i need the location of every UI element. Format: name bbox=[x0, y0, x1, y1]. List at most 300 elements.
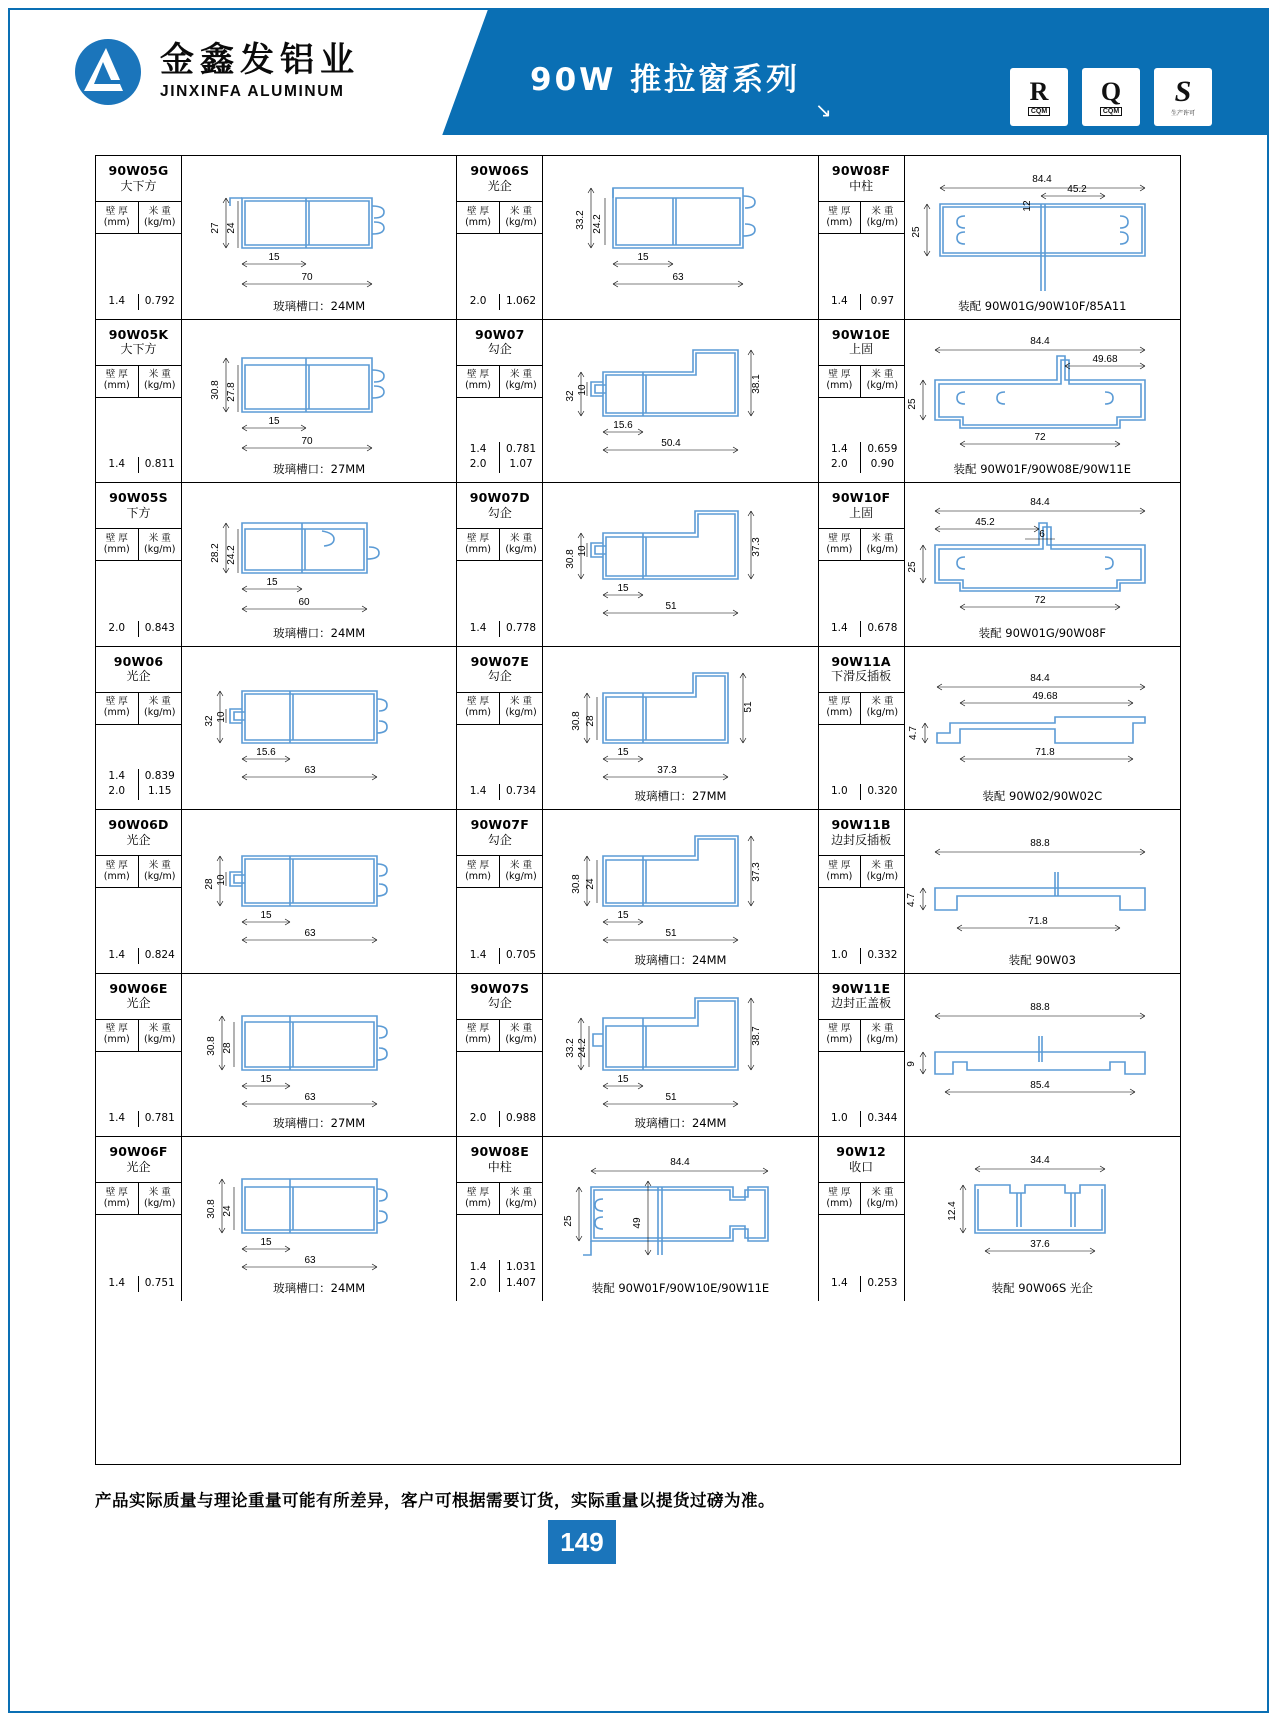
weight-unit: (kg/m) bbox=[866, 1197, 899, 1209]
weight-unit: (kg/m) bbox=[866, 1034, 899, 1045]
meta-values bbox=[96, 725, 181, 810]
profile-code: 90W08F bbox=[831, 163, 891, 179]
profile-code: 90W10E bbox=[831, 326, 891, 342]
dim-height-2: 28 bbox=[585, 714, 597, 727]
thickness-header: 壁 厚 bbox=[467, 369, 490, 381]
meta-header bbox=[96, 529, 181, 561]
weight-value: 0.988 bbox=[506, 1112, 537, 1125]
profile-code: 90W06D bbox=[108, 817, 169, 833]
weight-unit: (kg/m) bbox=[144, 216, 176, 228]
weight-header: 米 重 bbox=[510, 1023, 533, 1035]
thickness-value: 1.4 bbox=[108, 1276, 126, 1289]
dim-height-2: 49 bbox=[632, 1217, 644, 1229]
dim-width: 88.8 bbox=[1029, 1001, 1050, 1013]
dim-width: 84.4 bbox=[670, 1157, 691, 1168]
meta-values bbox=[457, 1052, 542, 1137]
cert-badge-q bbox=[1082, 68, 1140, 126]
meta-values bbox=[819, 561, 904, 646]
thickness-value: 1.4 bbox=[108, 294, 126, 307]
figure-note: 装配 90W01F/90W08E/90W11E bbox=[953, 462, 1132, 476]
dim-height-1: 28 bbox=[204, 878, 215, 890]
dim-height-1: 32 bbox=[565, 389, 577, 402]
dim-width: 51 bbox=[665, 1091, 677, 1103]
profile-code-block bbox=[457, 320, 542, 366]
weight-unit: (kg/m) bbox=[505, 543, 537, 555]
dim-inner: 15 bbox=[268, 252, 280, 263]
profile-figure bbox=[905, 1137, 1180, 1301]
thickness-header: 壁 厚 bbox=[828, 205, 851, 217]
profile-cell-90W07 bbox=[457, 320, 818, 483]
thickness-unit: (mm) bbox=[103, 1034, 130, 1045]
weight-value: 0.320 bbox=[867, 785, 898, 798]
profile-name: 中柱 bbox=[487, 1159, 512, 1174]
dim-width: 84.4 bbox=[1031, 174, 1052, 185]
figure-note: 装配 90W02/90W02C bbox=[982, 789, 1103, 803]
dim-a: 45.2 bbox=[974, 517, 995, 528]
weight-header: 米 重 bbox=[148, 532, 171, 544]
thickness-unit: (mm) bbox=[465, 870, 491, 882]
table-row bbox=[96, 483, 1180, 647]
thickness-header: 壁 厚 bbox=[467, 696, 490, 708]
profile-code-block bbox=[96, 1137, 181, 1183]
thickness-unit: (mm) bbox=[103, 870, 130, 882]
table-row bbox=[96, 320, 1180, 484]
thickness-value: 2.0 bbox=[108, 621, 126, 634]
cert-badge-r bbox=[1010, 68, 1068, 126]
dim-inner: 15 bbox=[260, 1237, 272, 1248]
profile-meta bbox=[819, 647, 905, 810]
figure-note: 玻璃槽口：24MM bbox=[273, 625, 366, 640]
thickness-header: 壁 厚 bbox=[828, 1186, 851, 1198]
weight-value: 0.705 bbox=[506, 948, 537, 961]
thickness-value: 1.0 bbox=[830, 948, 848, 961]
profile-code: 90W05S bbox=[109, 490, 168, 506]
dim-inner: 15 bbox=[260, 910, 272, 921]
weight-unit: (kg/m) bbox=[505, 870, 537, 882]
meta-header bbox=[96, 202, 181, 234]
profile-code-block bbox=[96, 320, 181, 366]
figure-note: 装配 90W01G/90W10F/85A11 bbox=[958, 298, 1127, 313]
figure-note: 玻璃槽口：24MM bbox=[273, 1280, 366, 1295]
profile-figure bbox=[905, 647, 1180, 810]
profile-code-block bbox=[819, 320, 904, 366]
weight-value: 0.678 bbox=[867, 621, 898, 634]
thickness-value: 1.4 bbox=[830, 621, 848, 634]
weight-value: 1.062 bbox=[506, 294, 537, 307]
thickness-unit: (mm) bbox=[826, 1197, 853, 1209]
meta-values bbox=[96, 1052, 181, 1137]
profile-meta bbox=[457, 974, 543, 1137]
weight-unit: (kg/m) bbox=[144, 543, 176, 555]
thickness-header: 壁 厚 bbox=[105, 205, 128, 217]
thickness-header: 壁 厚 bbox=[828, 369, 851, 381]
weight-value: 1.031 bbox=[506, 1261, 537, 1273]
thickness-header: 壁 厚 bbox=[105, 859, 128, 871]
cert-badge-s bbox=[1154, 68, 1212, 126]
thickness-header: 壁 厚 bbox=[105, 369, 128, 381]
thickness-header: 壁 厚 bbox=[105, 696, 128, 708]
profile-figure bbox=[543, 483, 817, 646]
weight-value: 0.659 bbox=[867, 442, 898, 455]
thickness-header: 壁 厚 bbox=[828, 696, 851, 708]
profile-cell-90W07D bbox=[457, 483, 818, 646]
profile-code-block bbox=[457, 483, 542, 529]
thickness-value: 1.0 bbox=[830, 1112, 848, 1125]
dim-width: 34.4 bbox=[1029, 1155, 1050, 1166]
footer-note: 产品实际质量与理论重量可能有所差异，客户可根据需要订货，实际重量以提货过磅为准。 bbox=[95, 1491, 775, 1510]
dim-b: 37.6 bbox=[1029, 1239, 1050, 1250]
thickness-value: 1.0 bbox=[830, 785, 848, 798]
profile-code-block bbox=[819, 483, 904, 529]
thickness-value: 1.4 bbox=[108, 769, 126, 782]
thickness-unit: (mm) bbox=[465, 707, 491, 718]
dim-height-2: 28 bbox=[222, 1041, 233, 1054]
meta-header bbox=[819, 202, 904, 234]
profile-meta bbox=[96, 974, 182, 1137]
weight-header: 米 重 bbox=[148, 696, 171, 708]
profile-figure bbox=[543, 810, 817, 973]
dim-width: 63 bbox=[304, 764, 316, 776]
weight-value: 0.811 bbox=[144, 458, 175, 471]
dim-height-2: 10 bbox=[577, 383, 589, 396]
profile-code-block bbox=[457, 974, 542, 1020]
dim-inner: 15 bbox=[617, 746, 629, 758]
profile-figure bbox=[543, 974, 817, 1137]
dim-width: 37.3 bbox=[657, 764, 678, 776]
dim-height-1: 30.8 bbox=[571, 710, 583, 731]
profile-code-block bbox=[819, 974, 904, 1020]
profile-cell-90W11B bbox=[819, 810, 1180, 973]
weight-header: 米 重 bbox=[871, 1023, 894, 1035]
profile-figure bbox=[182, 320, 456, 483]
profile-code: 90W07 bbox=[475, 326, 525, 342]
meta-header bbox=[96, 856, 181, 888]
dim-height-3: 38.1 bbox=[751, 373, 763, 394]
profile-name: 光企 bbox=[126, 832, 151, 847]
dim-b: 72 bbox=[1034, 431, 1046, 443]
meta-header bbox=[96, 1183, 181, 1215]
profile-meta bbox=[96, 647, 182, 810]
thickness-header: 壁 厚 bbox=[828, 532, 851, 544]
thickness-value: 1.4 bbox=[469, 621, 487, 634]
profile-name: 大下方 bbox=[120, 178, 157, 193]
profile-code: 90W07S bbox=[470, 980, 530, 996]
meta-header bbox=[457, 693, 542, 725]
weight-value: 0.781 bbox=[144, 1112, 175, 1125]
profile-meta bbox=[819, 810, 905, 973]
meta-header bbox=[457, 1020, 542, 1052]
thickness-unit: (mm) bbox=[103, 380, 130, 391]
profile-code: 90W07F bbox=[470, 817, 529, 833]
profile-code: 90W11B bbox=[831, 817, 891, 833]
dim-height-2: 24 bbox=[222, 1205, 233, 1217]
brand-logo bbox=[70, 38, 360, 106]
profile-name: 光企 bbox=[126, 669, 151, 684]
thickness-value: 1.4 bbox=[469, 1261, 487, 1273]
meta-header bbox=[457, 856, 542, 888]
weight-header: 米 重 bbox=[871, 1186, 894, 1198]
dim-height-1: 33.2 bbox=[575, 210, 587, 230]
meta-header bbox=[96, 366, 181, 398]
dim-b: 71.8 bbox=[1027, 916, 1048, 927]
thickness-header: 壁 厚 bbox=[467, 1023, 490, 1035]
profile-figure bbox=[182, 974, 456, 1137]
dim-height-2: 10 bbox=[216, 874, 227, 886]
dim-height-2: 24 bbox=[226, 222, 237, 234]
thickness-header: 壁 厚 bbox=[105, 1023, 128, 1035]
thickness-value-2: 2.0 bbox=[469, 458, 487, 471]
meta-values bbox=[457, 888, 542, 973]
cert-label: 生产许可 bbox=[1170, 111, 1195, 117]
dim-a: 49.68 bbox=[1092, 353, 1118, 365]
weight-unit: (kg/m) bbox=[866, 707, 899, 718]
figure-note: 装配 90W01G/90W08F bbox=[978, 625, 1106, 640]
meta-header bbox=[457, 366, 542, 398]
logo-mark-icon bbox=[70, 38, 146, 106]
weight-value: 0.734 bbox=[506, 785, 537, 798]
dim-height: 4.7 bbox=[907, 725, 919, 740]
weight-value-2: 0.90 bbox=[870, 458, 895, 471]
profile-figure bbox=[905, 483, 1180, 646]
dim-inner: 15 bbox=[637, 252, 649, 263]
cert-glyph: S bbox=[1174, 75, 1192, 108]
profile-cell-90W06E bbox=[96, 974, 457, 1137]
dim-width: 70 bbox=[301, 435, 313, 447]
thickness-unit: (mm) bbox=[826, 216, 853, 228]
dim-width: 63 bbox=[304, 1255, 316, 1266]
cert-label: CQM bbox=[1100, 107, 1122, 116]
weight-value: 0.253 bbox=[867, 1276, 898, 1289]
thickness-unit: (mm) bbox=[826, 870, 853, 882]
weight-unit: (kg/m) bbox=[505, 1034, 537, 1045]
weight-value: 0.839 bbox=[144, 769, 175, 782]
profile-cell-90W07F bbox=[457, 810, 818, 973]
dim-a: 49.68 bbox=[1032, 690, 1058, 702]
weight-unit: (kg/m) bbox=[866, 380, 899, 391]
dim-height: 25 bbox=[906, 397, 918, 410]
thickness-value: 2.0 bbox=[469, 294, 487, 307]
profile-code: 90W07E bbox=[470, 653, 529, 669]
profile-meta bbox=[819, 483, 905, 646]
profile-code-block bbox=[819, 810, 904, 856]
profile-name: 下方 bbox=[126, 505, 151, 520]
meta-values bbox=[819, 398, 904, 483]
profile-cell-90W07E bbox=[457, 647, 818, 810]
dim-height-1: 30.8 bbox=[565, 549, 577, 569]
profile-meta bbox=[457, 320, 543, 483]
profile-code: 90W08E bbox=[470, 1144, 529, 1160]
weight-value: 0.751 bbox=[144, 1276, 175, 1289]
profile-code-block bbox=[96, 156, 181, 202]
dim-height-1: 30.8 bbox=[206, 1199, 217, 1219]
profile-figure bbox=[905, 156, 1180, 319]
weight-header: 米 重 bbox=[148, 1186, 171, 1198]
thickness-value: 1.4 bbox=[108, 948, 126, 961]
dim-height-2: 10 bbox=[216, 710, 227, 723]
weight-header: 米 重 bbox=[510, 859, 533, 871]
dim-width: 84.4 bbox=[1029, 497, 1050, 508]
dim-a: 12 bbox=[1021, 200, 1033, 212]
dim-height: 4.7 bbox=[905, 893, 917, 907]
meta-values bbox=[457, 398, 542, 483]
meta-header bbox=[457, 202, 542, 234]
profile-code-block bbox=[819, 156, 904, 202]
table-row bbox=[96, 1137, 1180, 1301]
profile-code-block bbox=[457, 810, 542, 856]
weight-value: 0.781 bbox=[506, 442, 537, 455]
profile-meta bbox=[819, 974, 905, 1137]
profile-code-block bbox=[96, 483, 181, 529]
weight-header: 米 重 bbox=[871, 205, 894, 217]
dim-height-3: 38.7 bbox=[751, 1025, 763, 1046]
weight-unit: (kg/m) bbox=[144, 870, 176, 882]
meta-header bbox=[457, 529, 542, 561]
dim-width: 51 bbox=[665, 601, 677, 612]
brand-name-en: JINXINFA ALUMINUM bbox=[160, 83, 345, 101]
dim-b: 45.2 bbox=[1066, 184, 1087, 195]
weight-header: 米 重 bbox=[871, 696, 894, 708]
weight-header: 米 重 bbox=[510, 205, 533, 217]
page-header bbox=[10, 10, 1267, 135]
profile-figure bbox=[543, 156, 817, 319]
profile-name: 勾企 bbox=[487, 342, 512, 357]
weight-unit: (kg/m) bbox=[144, 707, 176, 718]
series-title: 90W 推拉窗系列 bbox=[530, 62, 801, 98]
profile-code-block bbox=[96, 974, 181, 1020]
profile-name: 下滑反插板 bbox=[831, 669, 892, 684]
meta-header bbox=[96, 1020, 181, 1052]
profile-meta bbox=[457, 647, 543, 810]
profile-code-block bbox=[457, 1137, 542, 1183]
thickness-value: 1.4 bbox=[108, 1112, 126, 1125]
profile-cell-90W05G bbox=[96, 156, 457, 319]
profile-code-block bbox=[819, 647, 904, 693]
dim-inner: 15.6 bbox=[256, 746, 276, 758]
meta-header bbox=[819, 366, 904, 398]
cert-glyph: R bbox=[1029, 76, 1049, 106]
thickness-header: 壁 厚 bbox=[467, 859, 490, 871]
dim-width: 50.4 bbox=[661, 437, 682, 449]
thickness-value-2: 2.0 bbox=[108, 785, 126, 798]
dim-inner: 15 bbox=[266, 577, 278, 588]
figure-note: 装配 90W06S 光企 bbox=[991, 1280, 1093, 1295]
dim-height-2: 10 bbox=[577, 545, 589, 557]
dim-height-2: 24.2 bbox=[577, 1037, 589, 1058]
dim-c: 72 bbox=[1034, 595, 1046, 606]
profile-meta bbox=[819, 1137, 905, 1301]
profile-name: 光企 bbox=[487, 178, 512, 193]
profile-code: 90W05G bbox=[108, 163, 169, 179]
thickness-unit: (mm) bbox=[103, 543, 130, 555]
dim-inner: 15 bbox=[260, 1073, 272, 1085]
meta-values bbox=[457, 234, 542, 319]
weight-value-2: 1.15 bbox=[148, 785, 172, 798]
meta-header bbox=[819, 693, 904, 725]
meta-values bbox=[457, 1215, 542, 1301]
weight-value-2: 1.407 bbox=[506, 1276, 537, 1289]
thickness-unit: (mm) bbox=[465, 380, 491, 391]
profile-name: 勾企 bbox=[487, 832, 512, 847]
meta-values bbox=[819, 1052, 904, 1137]
profile-code-block bbox=[457, 156, 542, 202]
thickness-unit: (mm) bbox=[465, 543, 491, 555]
weight-value: 0.843 bbox=[144, 621, 175, 634]
thickness-header: 壁 厚 bbox=[105, 532, 128, 544]
dim-width: 88.8 bbox=[1029, 838, 1050, 849]
dim-height-1: 33.2 bbox=[565, 1037, 577, 1058]
dim-width: 63 bbox=[304, 928, 316, 939]
meta-header bbox=[96, 693, 181, 725]
figure-note: 玻璃槽口：24MM bbox=[634, 1116, 727, 1130]
weight-header: 米 重 bbox=[871, 369, 894, 381]
profile-name: 中柱 bbox=[849, 178, 874, 193]
meta-values bbox=[96, 888, 181, 973]
thickness-header: 壁 厚 bbox=[467, 205, 490, 217]
dim-height-2: 24 bbox=[585, 878, 597, 890]
profile-figure bbox=[182, 647, 456, 810]
profile-name: 大下方 bbox=[120, 342, 157, 357]
profile-meta bbox=[96, 1137, 182, 1301]
profile-code: 90W06 bbox=[113, 653, 164, 669]
profile-name: 光企 bbox=[126, 996, 151, 1011]
profile-name: 上固 bbox=[849, 342, 874, 357]
profile-code: 90W12 bbox=[836, 1144, 886, 1160]
profile-cell-90W11E bbox=[819, 974, 1180, 1137]
dim-height-1: 30.8 bbox=[206, 1035, 217, 1056]
profile-code: 90W06F bbox=[109, 1144, 168, 1160]
weight-unit: (kg/m) bbox=[505, 1197, 537, 1209]
figure-note: 玻璃槽口：24MM bbox=[273, 298, 366, 313]
profile-name: 上固 bbox=[849, 505, 874, 520]
dim-b: 85.4 bbox=[1029, 1079, 1050, 1091]
thickness-value: 1.4 bbox=[830, 1276, 848, 1289]
dim-width: 63 bbox=[304, 1091, 316, 1103]
cert-glyph: Q bbox=[1100, 76, 1122, 106]
dim-width: 84.4 bbox=[1029, 335, 1050, 347]
profile-cell-90W08F bbox=[819, 156, 1180, 319]
dim-height-2: 24.2 bbox=[592, 214, 604, 234]
dim-height-1: 30.8 bbox=[571, 874, 583, 894]
profile-figure bbox=[905, 810, 1180, 973]
profile-cell-90W06D bbox=[96, 810, 457, 973]
profile-meta bbox=[96, 320, 182, 483]
profile-code: 90W11E bbox=[831, 980, 891, 996]
weight-header: 米 重 bbox=[148, 859, 171, 871]
profile-figure bbox=[182, 156, 456, 319]
dim-width: 63 bbox=[672, 272, 684, 283]
profile-name: 勾企 bbox=[487, 669, 512, 684]
dim-height: 25 bbox=[910, 226, 922, 238]
thickness-header: 壁 厚 bbox=[828, 859, 851, 871]
table-row bbox=[96, 156, 1180, 320]
profile-meta bbox=[819, 320, 905, 483]
dim-height-1: 25 bbox=[563, 1215, 575, 1227]
thickness-header: 壁 厚 bbox=[467, 1186, 490, 1198]
figure-note: 玻璃槽口：27MM bbox=[273, 1116, 366, 1130]
profile-cell-90W05S bbox=[96, 483, 457, 646]
dim-width: 60 bbox=[298, 597, 310, 608]
profile-meta bbox=[96, 810, 182, 973]
profile-figure bbox=[182, 810, 456, 973]
profile-code-block bbox=[96, 810, 181, 856]
profile-code-block bbox=[96, 647, 181, 693]
profile-meta bbox=[96, 483, 182, 646]
weight-value: 0.792 bbox=[144, 294, 175, 307]
weight-unit: (kg/m) bbox=[866, 543, 899, 555]
thickness-value: 1.4 bbox=[469, 948, 487, 961]
meta-values bbox=[819, 234, 904, 319]
thickness-header: 壁 厚 bbox=[467, 532, 490, 544]
